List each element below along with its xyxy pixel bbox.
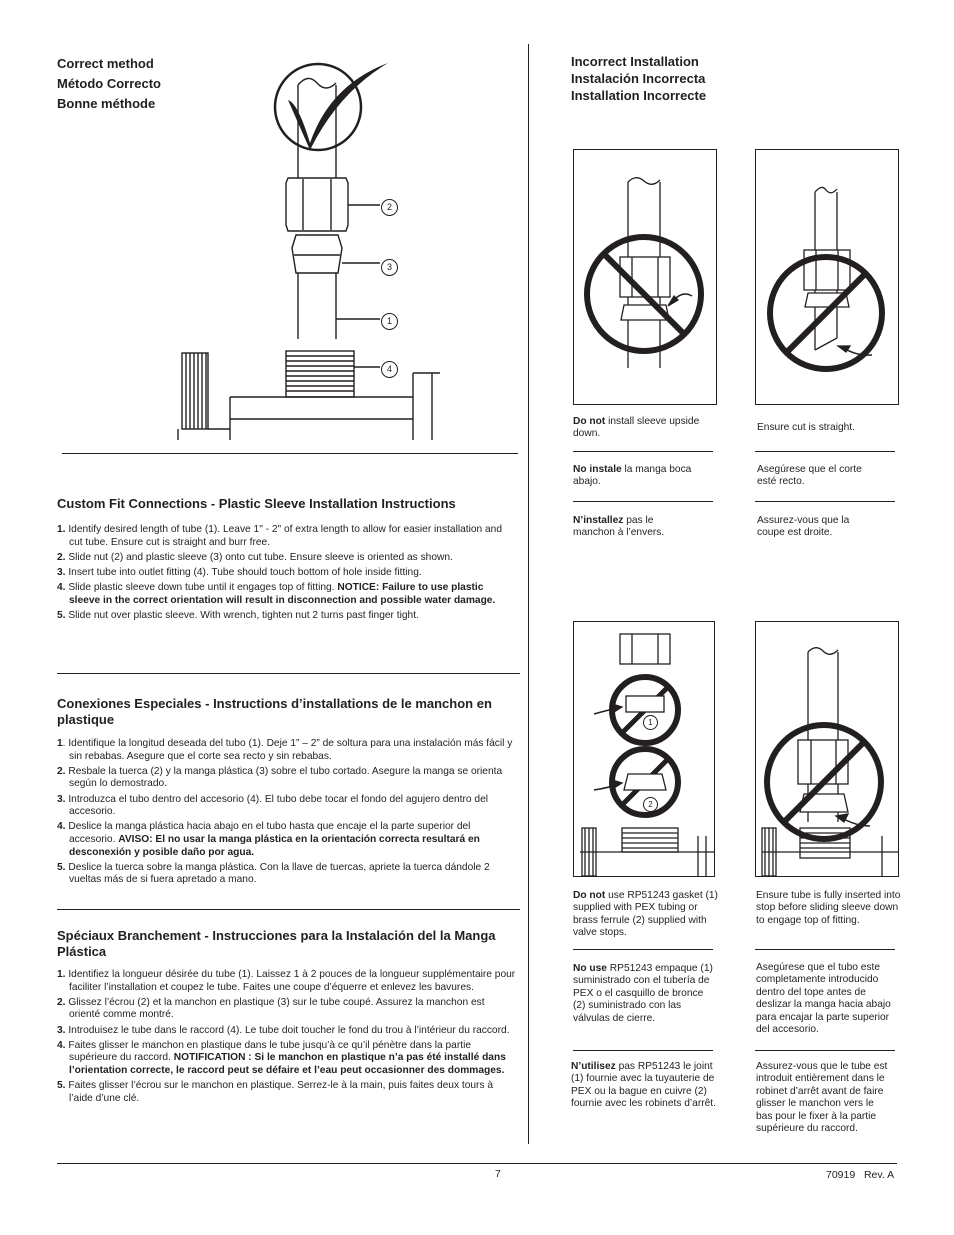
- incorrect-panel-cut-not-straight: [755, 149, 899, 405]
- correct-title-en: Correct method: [57, 56, 154, 71]
- panel3-caption-fr: N’utilisez pas RP51243 le joint (1) fournie avec la tuyauterie de PEX ou la bague en cuivre (2) fournie avec les robinets d’arrêt.: [571, 1061, 716, 1110]
- incorrect-title-fr: Installation Incorrecte: [571, 88, 707, 103]
- divider: [755, 501, 895, 502]
- spanish-steps: [57, 738, 517, 890]
- incorrect-title-es: Instalación Incorrecta: [571, 71, 706, 86]
- page-number: 7: [495, 1168, 501, 1180]
- french-step: 5. Faites glisser l’écrou sur le manchon en plastique. Serrez-le à la main, puis faites deux tours à l’aide d’une clé.: [57, 1080, 494, 1104]
- english-steps: [57, 524, 517, 625]
- divider: [755, 451, 895, 452]
- english-step: 5. Slide nut over plastic sleeve. With wrench, tighten nut 2 turns past finger tight.: [57, 609, 419, 621]
- english-step: 3. Insert tube into outlet fitting (4). Tube should touch bottom of hole inside fitting.: [57, 566, 422, 578]
- correct-title-es: Método Correcto: [57, 76, 161, 91]
- correct-method-illustration: [170, 55, 440, 445]
- column-divider: [528, 44, 529, 1144]
- divider: [62, 453, 518, 454]
- french-step: 1. Identifiez la longueur désirée du tube (1). Laissez 1 à 2 pouces de la longueur supplémentaire pour faciliter l’installation et coupez le tube. Faites une coupe d’équerre et enlevez les bavures.: [57, 969, 516, 993]
- french-steps: [57, 969, 517, 1108]
- panel2-caption-es: Asegúrese que el corte esté recto.: [757, 464, 862, 488]
- incorrect-panel-gasket-ferrule: [573, 621, 715, 877]
- french-step: 2. Glissez l’écrou (2) et la manchon en plastique (3) sur le tube coupé. Assurez la manchon est orienté comme montré.: [57, 996, 485, 1021]
- gasket-ferrule-illustration: [574, 622, 714, 876]
- french-section-title: Spéciaux Branchement - Instrucciones para la Instalación del la Manga Plástica: [57, 928, 496, 959]
- spanish-section-title: Conexiones Especiales - Instructions d’installations de le manchon en plastique: [57, 696, 492, 727]
- panel3-callout-1: 1: [643, 715, 658, 730]
- divider: [573, 1050, 713, 1051]
- callout-2: 2: [381, 199, 398, 216]
- panel3-caption-es: No use RP51243 empaque (1) suministrado con el tubería de PEX o el casquillo de bronce (2) suministrado con las válvulas de cierre.: [573, 963, 713, 1024]
- panel3-caption-en: Do not use RP51243 gasket (1) supplied with PEX tubing or brass ferrule (2) supplied with valve stops.: [573, 890, 718, 939]
- divider: [755, 949, 895, 950]
- panel2-caption-fr: Assurez-vous que la coupe est droite.: [757, 515, 850, 539]
- divider: [573, 451, 713, 452]
- callout-4: 4: [381, 361, 398, 378]
- english-step: 4. Slide plastic sleeve down tube until it engages top of fitting. NOTICE: Failure to use plastic sleeve in the correct orientation will result in disconnection and possible water damage.: [57, 582, 496, 606]
- english-step: 2. Slide nut (2) and plastic sleeve (3) onto cut tube. Ensure sleeve is oriented as shown.: [57, 551, 453, 563]
- panel1-caption-en: Do not install sleeve upside down.: [573, 416, 700, 440]
- panel4-caption-en: Ensure tube is fully inserted into stop before sliding sleeve down to engage top of fitting.: [756, 890, 901, 926]
- incorrect-heading: [571, 53, 706, 104]
- panel1-caption-es: No instale la manga boca abajo.: [573, 464, 692, 488]
- divider: [57, 673, 520, 674]
- panel1-caption-fr: N’installez pas le manchon à l’envers.: [573, 515, 665, 539]
- incorrect-panel-sleeve-upside-down: [573, 149, 717, 405]
- spanish-step: 4. Deslice la manga plástica hacia abajo en el tubo hasta que encaje el la parte superior del accesorio. AVISO: El no usar la manga plástica en la orientación correcta resultará en desconexión y posible daño por agua.: [57, 821, 480, 858]
- divider: [755, 1050, 895, 1051]
- french-step: 3. Introduisez le tube dans le raccord (4). Le tube doit toucher le fond du trou à l’intérieur du raccord.: [57, 1024, 510, 1036]
- callout-1: 1: [381, 313, 398, 330]
- panel4-caption-es: Asegúrese que el tubo este completamente introducido dentro del tope antes de deslizar la manga hacia abajo para encajar la parte superior del accesorio.: [756, 962, 891, 1036]
- callout-3: 3: [381, 259, 398, 276]
- correct-title-fr: Bonne méthode: [57, 96, 156, 111]
- spanish-step: 5. Deslice la tuerca sobre la manga plástica. Con la llave de tuercas, apriete la tuerca dándole 2 vueltas más de si fuera apretado a mano.: [57, 861, 490, 886]
- tube-not-inserted-illustration: [756, 622, 898, 876]
- divider: [57, 909, 520, 910]
- incorrect-title-en: Incorrect Installation: [571, 54, 699, 69]
- spanish-step: 2. Resbale la tuerca (2) y la manga plástica (3) sobre el tubo cortado. Asegure la manga se orienta según lo demostrado.: [57, 765, 503, 790]
- english-section-title: Custom Fit Connections - Plastic Sleeve Installation Instructions: [57, 496, 456, 511]
- sleeve-upside-down-illustration: [574, 150, 716, 404]
- footer-rule: [57, 1163, 897, 1164]
- crooked-cut-illustration: [756, 150, 898, 404]
- divider: [573, 501, 713, 502]
- spanish-step: 1. Identifique la longitud deseada del tubo (1). Deje 1” – 2” de soltura para una instalación más fácil y sin rebabas. Asegure que el corte sea recto y sin rebabas.: [57, 738, 513, 762]
- panel2-caption-en: Ensure cut is straight.: [757, 422, 855, 433]
- divider: [573, 949, 713, 950]
- english-step: 1. Identify desired length of tube (1). Leave 1" - 2" of extra length to allow for easier installation and cut tube. Ensure cut is straight and burr free.: [57, 524, 503, 548]
- checkmark-icon: [288, 63, 388, 150]
- spanish-step: 3. Introduzca el tubo dentro del accesorio (4). El tubo debe tocar el fondo del agujero dentro del accesorio.: [57, 793, 489, 818]
- document-id: 70919 Rev. A: [826, 1169, 895, 1181]
- incorrect-panel-tube-not-inserted: [755, 621, 899, 877]
- panel3-callout-2: 2: [643, 797, 658, 812]
- french-step: 4. Faites glisser le manchon en plastique dans le tube jusqu’à ce qu’il pénètre dans la partie supérieure du raccord. NOTIFICATION : Si le manchon en plastique n’a pas été installé dans l’orientation correcte, le raccord peut se défaire et l’eau peut occasionner des dommages.: [57, 1039, 506, 1076]
- panel4-caption-fr: Assurez-vous que le tube est introduit entièrement dans le robinet d’arrêt avant de faire glisser le manchon vers le bas pour le fixer à la partie supérieure du raccord.: [756, 1061, 888, 1135]
- check-circle-icon: [275, 64, 361, 150]
- correct-method-heading: [57, 54, 161, 114]
